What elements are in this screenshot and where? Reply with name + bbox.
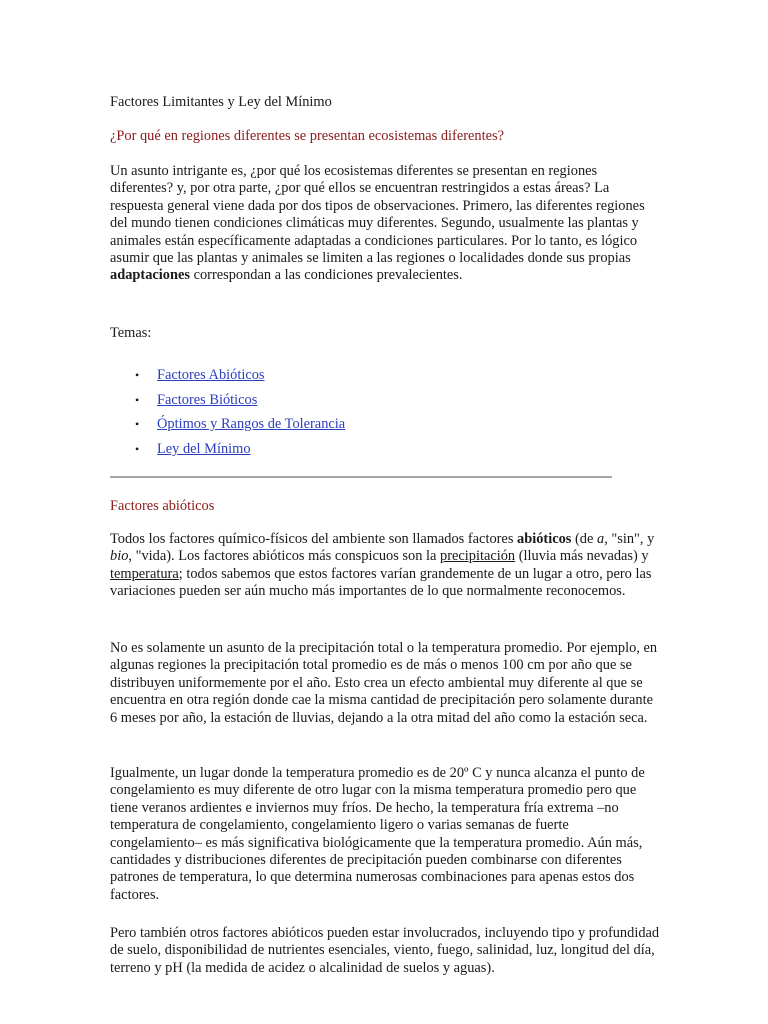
topic-link-abioticos[interactable]: Factores Abióticos — [157, 367, 265, 383]
horizontal-divider — [110, 476, 612, 478]
p1-text: Todos los factores químico-físicos del ambiente son llamados factores — [110, 531, 518, 547]
bullet-icon: • — [135, 392, 140, 407]
p1-text: (de — [571, 531, 597, 547]
bullet-icon: • — [135, 417, 140, 432]
intro-text-1: Un asunto intrigante es, ¿por qué los ecosistemas diferentes se presentan en regiones diferentes? y, por otra parte, ¿por qué ellos se encuentran restringidos a estas áreas? La respuesta general viene dada por dos tipos de observaciones. Primero, las diferentes regiones del mundo tienen condiciones climáticas muy diferentes. Segundo, usualmente las plantas y animales están específicamente adaptadas a condiciones particulares. Por lo tanto, es lógico asumir que las plantas y animales se limiten a las regiones o localidades donde sus propias — [110, 163, 645, 267]
p1-italic-term: a — [596, 531, 605, 547]
p1-bold-term: abióticos — [517, 531, 572, 547]
paragraph-temperatura: Igualmente, un lugar donde la temperatura promedio es de 20º C y nunca alcanza el punto de congelamiento es muy diferente de otro lugar con la misma temperatura promedio pero que tiene veranos ardientes e inviernos muy fríos. De hecho, la temperatura fría extrema –no temperatura de congelamiento, congelamiento ligero o varias semanas de fuerte congelamiento– es más significativa biológicamente que la temperatura promedio. Aún más, cantidades y distribuciones diferentes de precipitación pueden combinarse con diferentes patrones de temperatura, lo que determina numerosas combinaciones para apenas estos dos factores. — [110, 765, 645, 903]
p1-text: ; todos sabemos que estos factores varían grandemente de un lugar a otro, pero las variaciones pueden ser aún mucho más importantes de lo que normalmente reconocemos. — [110, 565, 652, 600]
intro-bold-term: adaptaciones — [110, 267, 190, 284]
topic-link-bioticos[interactable]: Factores Bióticos — [157, 391, 258, 408]
paragraph-abioticos-definition — [110, 531, 662, 601]
intro-paragraph — [110, 163, 662, 285]
topic-link-ley-minimo[interactable]: Ley del Mínimo — [157, 440, 251, 457]
p1-underlined-term: temperatura — [110, 565, 179, 582]
list-item — [110, 366, 345, 391]
p1-text: (lluvia más nevadas) y — [515, 548, 649, 565]
p1-text: , "sin", y — [604, 531, 655, 547]
p1-italic-term: bio — [110, 548, 129, 565]
paragraph-precipitacion: No es solamente un asunto de la precipitación total o la temperatura promedio. Por ejemplo, en algunas regiones la precipitación total promedio es de más o menos 100 cm por año que se distribuyen uniformemente por el año. Esto crea un efecto ambiental muy diferente al que se encuentra en otra región donde cae la misma cantidad de precipitación pero solamente durante 6 meses por año, la estación de lluvias, dejando a la otra mitad del año como la estación seca. — [110, 640, 658, 726]
paragraph-otros-factores: Pero también otros factores abióticos pueden estar involucrados, incluyendo tipo y profundidad de suelo, disponibilidad de nutrientes esenciales, viento, fuego, salinidad, luz, longitud del día, terreno y pH (la medida de acidez o alcalinidad de suelos y aguas). — [110, 925, 660, 976]
topics-label: Temas: — [110, 325, 152, 341]
p1-text: , "vida). Los factores abióticos más conspicuos son la — [128, 548, 440, 565]
document-title: Factores Limitantes y Ley del Mínimo — [110, 94, 332, 110]
section-heading-abioticos: Factores abióticos — [110, 498, 215, 514]
list-item — [110, 415, 345, 440]
topic-link-optimos[interactable]: Óptimos y Rangos de Tolerancia — [157, 416, 346, 433]
question-heading: ¿Por qué en regiones diferentes se presentan ecosistemas diferentes? — [110, 128, 504, 144]
p1-underlined-term: precipitación — [440, 548, 516, 565]
intro-text-2: correspondan a las condiciones prevalecientes. — [189, 267, 463, 284]
list-item — [110, 391, 345, 416]
bullet-icon: • — [135, 441, 140, 456]
topics-list — [110, 366, 345, 464]
list-item — [110, 440, 345, 465]
bullet-icon: • — [135, 368, 140, 382]
